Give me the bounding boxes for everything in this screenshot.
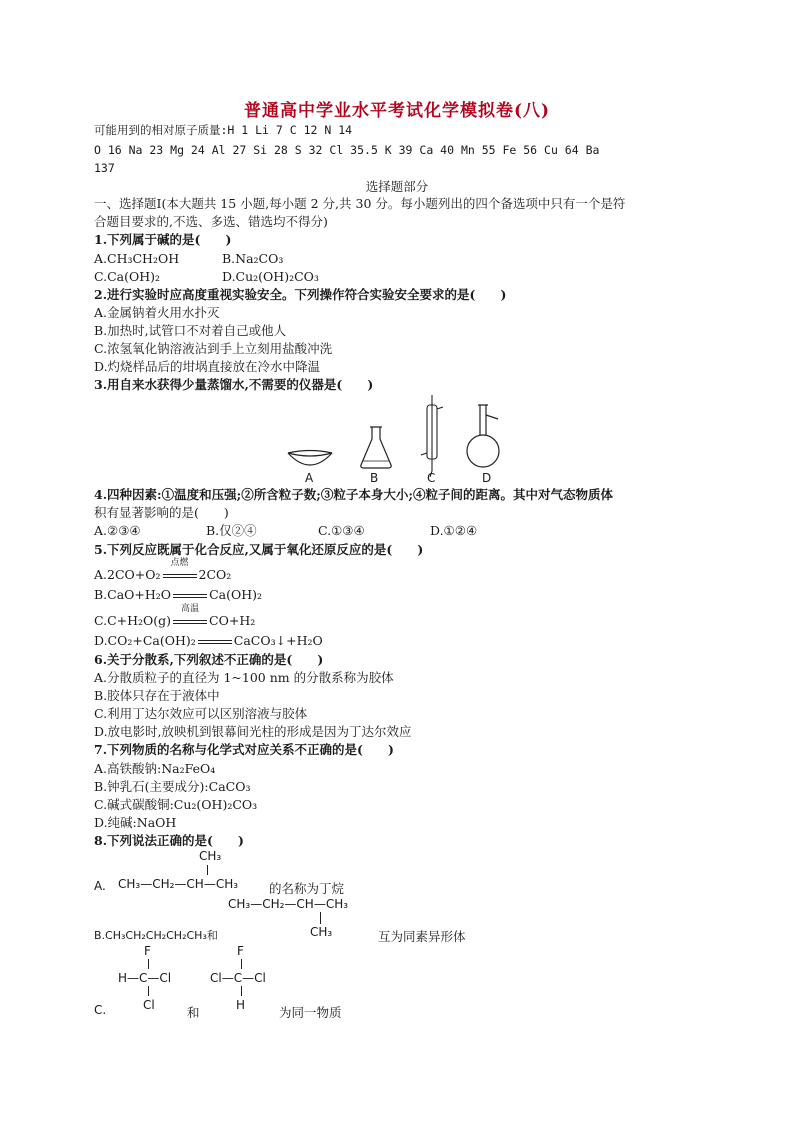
q8-c-mol1-bond-bottom [148,986,149,996]
q5-a-condition: 点燃 [170,558,189,568]
q8-c-mol1-top: F [144,944,151,958]
q1-options-row2 [94,268,350,286]
q5-c-condition: 高温 [181,604,200,614]
q8-a-chain: CH₃—CH₂—CH—CH₃ [118,877,239,891]
q8-stem: 8.下列说法正确的是( ) [94,833,244,848]
q5-d-reactants: D.CO₂+Ca(OH)₂ [94,633,196,648]
q3-label-d: D [482,471,492,485]
q5-stem: 5.下列反应既属于化合反应,又属于氧化还原反应的是( ) [94,542,424,557]
part1-intro-2: 合题目要求的,不选、多选、错选均不得分) [94,214,328,229]
q1-option-c: C.Ca(OH)₂ [94,269,161,284]
q6-option-c: C.利用丁达尔效应可以区别溶液与胶体 [94,706,308,721]
q5-b-reactants: B.CaO+H₂O [94,587,172,602]
q1-option-b: B.Na₂CO₃ [222,251,284,266]
q1-options-row1 [94,250,350,268]
q8-a-text: 的名称为丁烷 [269,881,345,896]
q2-stem: 2.进行实验时应高度重视实验安全。下列操作符合实验安全要求的是( ) [94,287,507,302]
q1-option-d: D.Cu₂(OH)₂CO₃ [222,269,319,284]
q4-option-a: A.②③④ [94,523,141,538]
distilling-flask-icon [467,405,499,467]
q4-stem-2: 积有显著影响的是( ) [94,505,229,520]
q8-c-mol2-bond-bottom [241,986,242,996]
q8-b-branch-bond [320,912,321,924]
evaporating-dish-icon [288,451,332,466]
q8-c-mol2-bond-top [241,959,242,969]
q5-c-products: CO+H₂ [209,613,256,628]
q7-option-b: B.钟乳石(主要成分):CaCO₃ [94,779,251,794]
q8-c-mol1-bottom: Cl [143,998,155,1012]
q2-option-d: D.灼烧样品后的坩埚直接放在冷水中降温 [94,359,321,374]
q1-stem: 1.下列属于碱的是( ) [94,232,232,247]
atomic-mass-line-1: 可能用到的相对原子质量:H 1 Li 7 C 12 N 14 [94,123,353,137]
q8-option-c-label: C. [94,1003,107,1017]
q5-d-products: CaCO₃↓+H₂O [233,633,323,648]
q8-c-mol2-bottom: H [236,998,246,1012]
q4-option-d: D.①②④ [430,523,478,538]
atomic-mass-line-3: 137 [94,161,115,175]
q5-option-c [94,604,256,630]
q8-b-chain: CH₃—CH₂—CH—CH₃ [228,897,349,911]
q7-option-d: D.纯碱:NaOH [94,815,177,830]
q8-c-mol1-row: H—C—Cl [118,971,172,985]
q7-option-c: C.碱式碳酸铜:Cu₂(OH)₂CO₃ [94,797,258,812]
q8-b-branch-bottom: CH₃ [310,925,333,939]
q5-b-products: Ca(OH)₂ [209,587,262,602]
q3-label-c: C [427,471,436,485]
atomic-mass-line-2: O 16 Na 23 Mg 24 Al 27 Si 28 S 32 Cl 35.5 K 39 Ca 40 Mn 55 Fe 56 Cu 64 Ba [94,143,600,157]
q7-stem: 7.下列物质的名称与化学式对应关系不正确的是( ) [94,742,394,757]
q5-c-equals [171,604,209,630]
q8-c-mol1-bond-top [148,959,149,969]
q6-option-d: D.放电影时,放映机到银幕间光柱的形成是因为丁达尔效应 [94,724,412,739]
part1-intro-1: 一、选择题Ⅰ(本大题共 15 小题,每小题 2 分,共 30 分。每小题列出的四个备选项中只有一个是符 [94,196,626,211]
q5-c-reactants: C.C+H₂O(g) [94,613,172,628]
q4-option-c: C.①③④ [318,523,365,538]
q8-a-branch-bond [207,865,208,875]
q3-label-a: A [305,471,314,485]
q5-option-a [94,558,232,584]
q2-option-b: B.加热时,试管口不对着自己或他人 [94,323,287,338]
q8-c-mol2-top: F [237,944,244,958]
q5-a-equals [161,558,199,584]
page-title: 普通高中学业水平考试化学模拟卷(八) [243,101,551,121]
q8-c-mol2-row: Cl—C—Cl [210,971,266,985]
q2-option-a: A.金属钠着火用水扑灭 [94,305,220,320]
q6-option-a: A.分散质粒子的直径为 1~100 nm 的分散系称为胶体 [94,670,394,685]
q5-a-products: 2CO₂ [198,567,232,582]
q8-a-branch-top: CH₃ [199,849,222,863]
q3-stem: 3.用自来水获得少量蒸馏水,不需要的仪器是( ) [94,377,374,392]
q8-b-text: 互为同素异形体 [378,929,466,944]
q4-stem-1: 4.四种因素:①温度和压强;②所含粒子数;③粒子本身大小;④粒子间的距离。其中对气态物质体 [94,487,614,502]
q6-option-b: B.胶体只存在于液体中 [94,688,220,703]
q4-options [94,522,542,540]
q5-option-d [94,632,323,650]
q5-a-reactants: A.2CO+O₂ [94,567,161,582]
q8-c-and: 和 [187,1005,200,1020]
q3-label-b: B [370,471,379,485]
q2-option-c: C.浓氢氧化钠溶液沾到手上立刻用盐酸冲洗 [94,341,333,356]
condenser-icon [421,395,443,477]
q6-stem: 6.关于分散系,下列叙述不正确的是( ) [94,652,324,667]
q4-option-b: B.仅②④ [206,523,257,538]
conical-flask-icon [361,427,391,468]
q7-option-a: A.高铁酸钠:Na₂FeO₄ [94,761,216,776]
q1-option-a: A.CH₃CH₂OH [94,251,180,266]
q8-option-b-label: B.CH₃CH₂CH₂CH₂CH₃和 [94,929,218,942]
q8-option-a-label: A. [94,879,106,893]
q8-c-text: 为同一物质 [279,1005,342,1020]
section-title: 选择题部分 [365,179,429,194]
